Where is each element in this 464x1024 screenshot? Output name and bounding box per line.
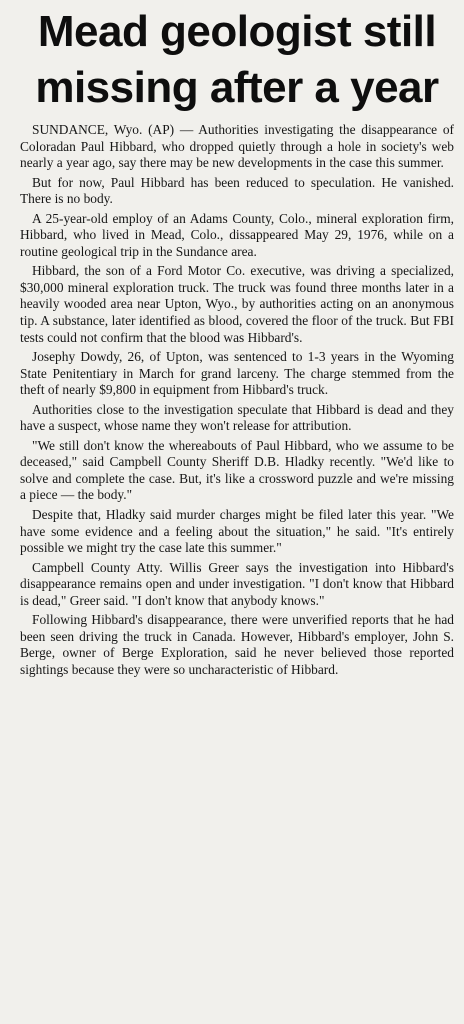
paragraph: Authorities close to the investigation speculate that Hibbard is dead and they have a suspect, whose name they won't release for attribution.: [20, 401, 454, 434]
paragraph: But for now, Paul Hibbard has been reduced to speculation. He vanished. There is no body.: [20, 174, 454, 207]
paragraph: Josephy Dowdy, 26, of Upton, was sentenced to 1-3 years in the Wyoming State Penitentiary in March for grand larceny. The charge stemmed from the theft of nearly $9,800 in equipment from Hibbard's truck.: [20, 349, 454, 398]
article-body: [20, 122, 454, 679]
paragraph: Following Hibbard's disappearance, there were unverified reports that he had been seen driving the truck in Canada. However, Hibbard's employer, John S. Berge, owner of Berge Exploration, said he never believed those reported sightings because they were so uncharacteristic of Hibbard.: [20, 612, 454, 677]
paragraph: "We still don't know the whereabouts of Paul Hibbard, who we assume to be deceased," said Campbell County Sheriff D.B. Hladky recently. "We'd like to solve and complete the case. But, it's like a crossword puzzle and we're missing a piece — the body.": [20, 437, 454, 503]
headline: [20, 0, 454, 116]
paragraph: Campbell County Atty. Willis Greer says the investigation into Hibbard's disappearance remains open and under investigation. "I don't know that Hibbard is dead," Greer said. "I don't know that anybody knows.": [20, 559, 454, 608]
headline-line-1: Mead geologist still: [37, 7, 437, 56]
paragraph: Hibbard, the son of a Ford Motor Co. executive, was driving a specialized, $30,000 mineral exploration truck. The truck was found three months later in a heavily wooded area near Upton, Wyo., by authorities acting on an anonymous tip. A substance, later identified as blood, covered the floor of the truck. But FBI tests could not confirm that the blood was Hibbard's.: [20, 263, 454, 345]
paragraph-dateline: SUNDANCE, Wyo. (AP) — Authorities investigating the disappearance of Coloradan Paul Hibbard, who dropped quietly through a hole in society's web nearly a year ago, say there may be new developments in the case this summer.: [20, 122, 454, 171]
paragraph: Despite that, Hladky said murder charges might be filed later this year. "We have some evidence and a feeling about the situation," he said. "It's entirely possible we might try the case late this summer.": [20, 507, 454, 556]
headline-line-2: missing after a year: [35, 63, 439, 112]
paragraph: A 25-year-old employ of an Adams County, Colo., mineral exploration firm, Hibbard, who lived in Mead, Colo., dissappeared May 29, 1976, while on a routine geological trip in the Sundance area.: [20, 210, 454, 259]
